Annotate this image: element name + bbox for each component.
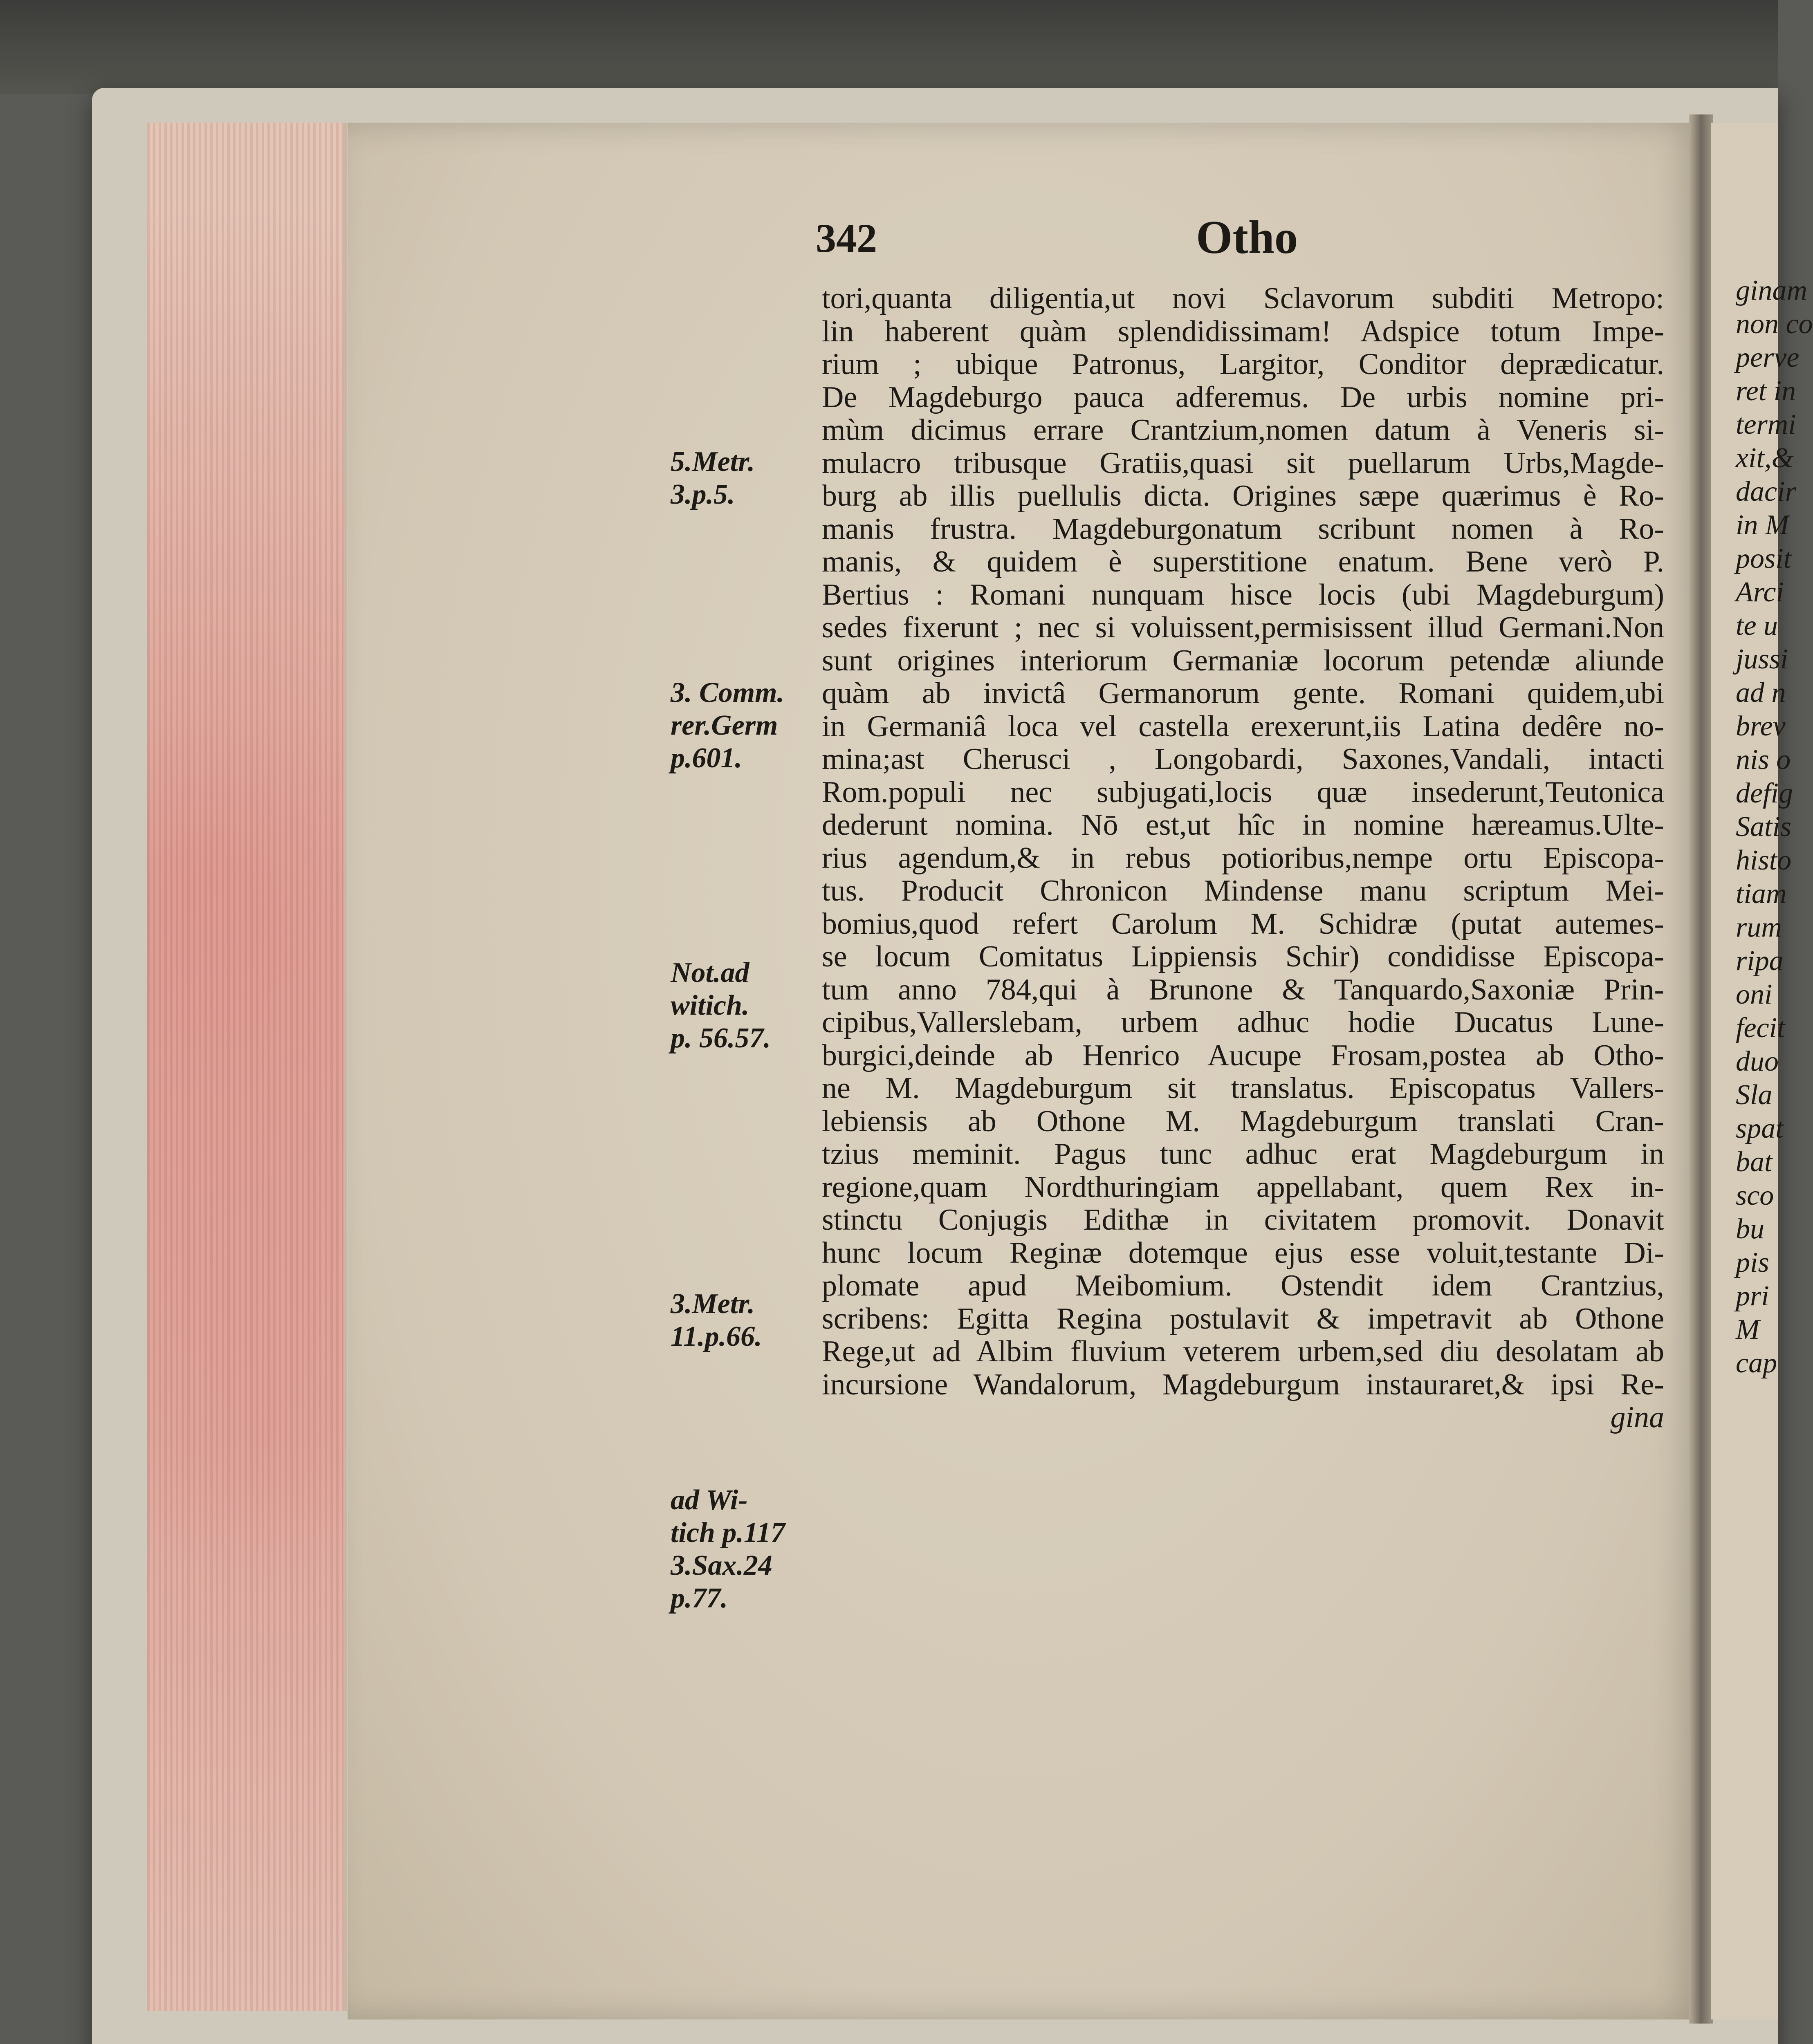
facing-page-line: dacir [1736,476,1796,507]
facing-page-line: nis o [1736,744,1791,775]
facing-page-line: M [1736,1314,1760,1345]
text-line: burg ab illis puellulis dicta. Origines sæpe quærimus è Ro- [822,479,1664,513]
text-line: Rom.populi nec subjugati,locis quæ insederunt,Teutonica [822,775,1664,809]
running-head: Otho [1196,211,1298,263]
facing-page-line: cap [1736,1347,1777,1379]
page-edges [147,123,347,2011]
text-line: tus. Producit Chronicon Mindense manu scriptum Mei- [822,874,1664,908]
facing-page-line: non co [1736,308,1813,340]
facing-page-line: Satis [1736,811,1792,843]
text-line: mina;ast Cherusci , Longobardi, Saxones,Vandali, intacti [822,742,1664,776]
margin-note [671,1288,826,1353]
facing-page-line: xit,& [1736,442,1794,474]
text-line: ne M. Magdeburgum sit translatus. Episcopatus Vallers- [822,1071,1664,1105]
facing-page-line: spat [1736,1113,1784,1144]
margin-note-line: tich p.117 [671,1517,785,1549]
facing-page-line: tiam [1736,878,1787,910]
text-line: Bertius : Romani nunquam hisce locis (ubi Magdeburgum) [822,578,1664,612]
text-line: se locum Comitatus Lippiensis Schir) condidisse Episcopa- [822,940,1664,973]
text-line: cipibus,Vallerslebam, urbem adhuc hodie Ducatus Lune- [822,1006,1664,1039]
book-gutter [1689,114,1713,2024]
text-line: tzius meminit. Pagus tunc adhuc erat Magdeburgum in [822,1137,1664,1171]
body-text [822,282,1664,1434]
text-line: scribens: Egitta Regina postulavit & impetravit ab Othone [822,1302,1664,1336]
margin-note [671,446,826,511]
facing-page-line: te u [1736,610,1778,641]
text-line: quàm ab invictâ Germanorum gente. Romani quidem,ubi [822,677,1664,710]
facing-page-line: perve [1736,342,1800,373]
facing-page-fragment [1711,123,1813,2019]
facing-page-line: pis [1736,1247,1769,1278]
margin-note-line: ad Wi- [671,1484,748,1516]
text-line: stinctu Conjugis Edithæ in civitatem promovit. Donavit [822,1203,1664,1237]
background-surface [0,0,1778,94]
text-line: sunt origines interiorum Germaniæ locorum petendæ aliunde [822,643,1664,677]
text-line: rius agendum,& in rebus potioribus,nempe ortu Episcopa- [822,841,1664,875]
facing-page-line: histo [1736,845,1792,876]
margin-note-line: 3.p.5. [671,479,735,510]
facing-page-line: Arci [1736,576,1784,608]
facing-page-line: rum [1736,912,1782,943]
facing-page-line: fecit [1736,1012,1785,1044]
margin-note-line: p.77. [671,1582,728,1614]
text-line: in Germaniâ loca vel castella erexerunt,iis Latina dedêre no- [822,709,1664,743]
margin-note-line: witich. [671,990,749,1021]
text-line: manis frustra. Magdeburgonatum scribunt nomen à Ro- [822,512,1664,546]
facing-page-line: posit [1736,543,1792,574]
page-header [816,211,1306,264]
facing-page-line: pri [1736,1280,1769,1312]
facing-page-line: defig [1736,778,1793,809]
text-line: regione,quam Nordthuringiam appellabant, quem Rex in- [822,1170,1664,1204]
text-line: hunc locum Reginæ dotemque ejus esse voluit,testante Di- [822,1236,1664,1270]
facing-page-line: sco [1736,1180,1774,1211]
facing-page-line: in M [1736,509,1789,541]
facing-page-line: ripa [1736,945,1784,977]
text-line: plomate apud Meibomium. Ostendit idem Crantzius, [822,1269,1664,1302]
margin-note [671,957,826,1055]
margin-note-line: Not.ad [671,957,749,988]
facing-page-line: jussi [1736,643,1788,675]
page-number: 342 [816,215,877,261]
margin-note [671,1484,826,1615]
text-line: dederunt nomina. Nō est,ut hîc in nomine hæreamus.Ulte- [822,808,1664,842]
facing-page-line: oni [1736,979,1773,1010]
margin-note-line: rer.Germ [671,710,778,741]
text-line: rium ; ubique Patronus, Largitor, Conditor deprædicatur. [822,347,1664,381]
text-line: lebiensis ab Othone M. Magdeburgum translati Cran- [822,1104,1664,1138]
facing-page-line: ginam [1736,275,1807,306]
text-line: mulacro tribusque Gratiis,quasi sit puellarum Urbs,Magde- [822,446,1664,480]
facing-page-line: Sla [1736,1079,1773,1111]
text-line: tum anno 784,qui à Brunone & Tanquardo,Saxoniæ Prin- [822,973,1664,1006]
facing-page-line: ad n [1736,677,1786,708]
margin-note-line: 3.Metr. [671,1288,755,1320]
text-line: sedes fixerunt ; nec si voluissent,permisissent illud Germani.Non [822,611,1664,644]
margin-note-line: 5.Metr. [671,446,755,477]
margin-note-line: p. 56.57. [671,1022,771,1054]
text-line: incursione Wandalorum, Magdeburgum instauraret,& ipsi Re- [822,1367,1664,1401]
facing-page-line: duo [1736,1046,1779,1077]
facing-page-line: termi [1736,409,1796,440]
text-line: De Magdeburgo pauca adferemus. De urbis nomine pri- [822,380,1664,414]
text-line: mùm dicimus errare Crantzium,nomen datum à Veneris si- [822,413,1664,447]
facing-page-line: bat [1736,1146,1773,1178]
margin-note-line: 3. Comm. [671,677,785,708]
text-line: lin haberent quàm splendidissimam! Adspice totum Impe- [822,314,1664,348]
facing-page-line: bu [1736,1213,1764,1245]
text-line: bomius,quod refert Carolum M. Schidræ (putat autemes- [822,907,1664,941]
margin-note-line: p.601. [671,742,742,774]
margin-note-line: 11.p.66. [671,1321,762,1352]
margin-note [671,677,826,775]
text-line: Rege,ut ad Albim fluvium veterem urbem,sed diu desolatam ab [822,1335,1664,1368]
facing-page-line: brev [1736,710,1786,742]
catchword: gina [1610,1401,1664,1434]
text-line: burgici,deinde ab Henrico Aucupe Frosam,postea ab Otho- [822,1038,1664,1072]
text-line: manis, & quidem è superstitione enatum. Bene verò P. [822,545,1664,578]
facing-page-line: ret in [1736,375,1796,407]
text-line: tori,quanta diligentia,ut novi Sclavorum subditi Metropo: [822,282,1664,315]
margin-note-line: 3.Sax.24 [671,1550,772,1581]
